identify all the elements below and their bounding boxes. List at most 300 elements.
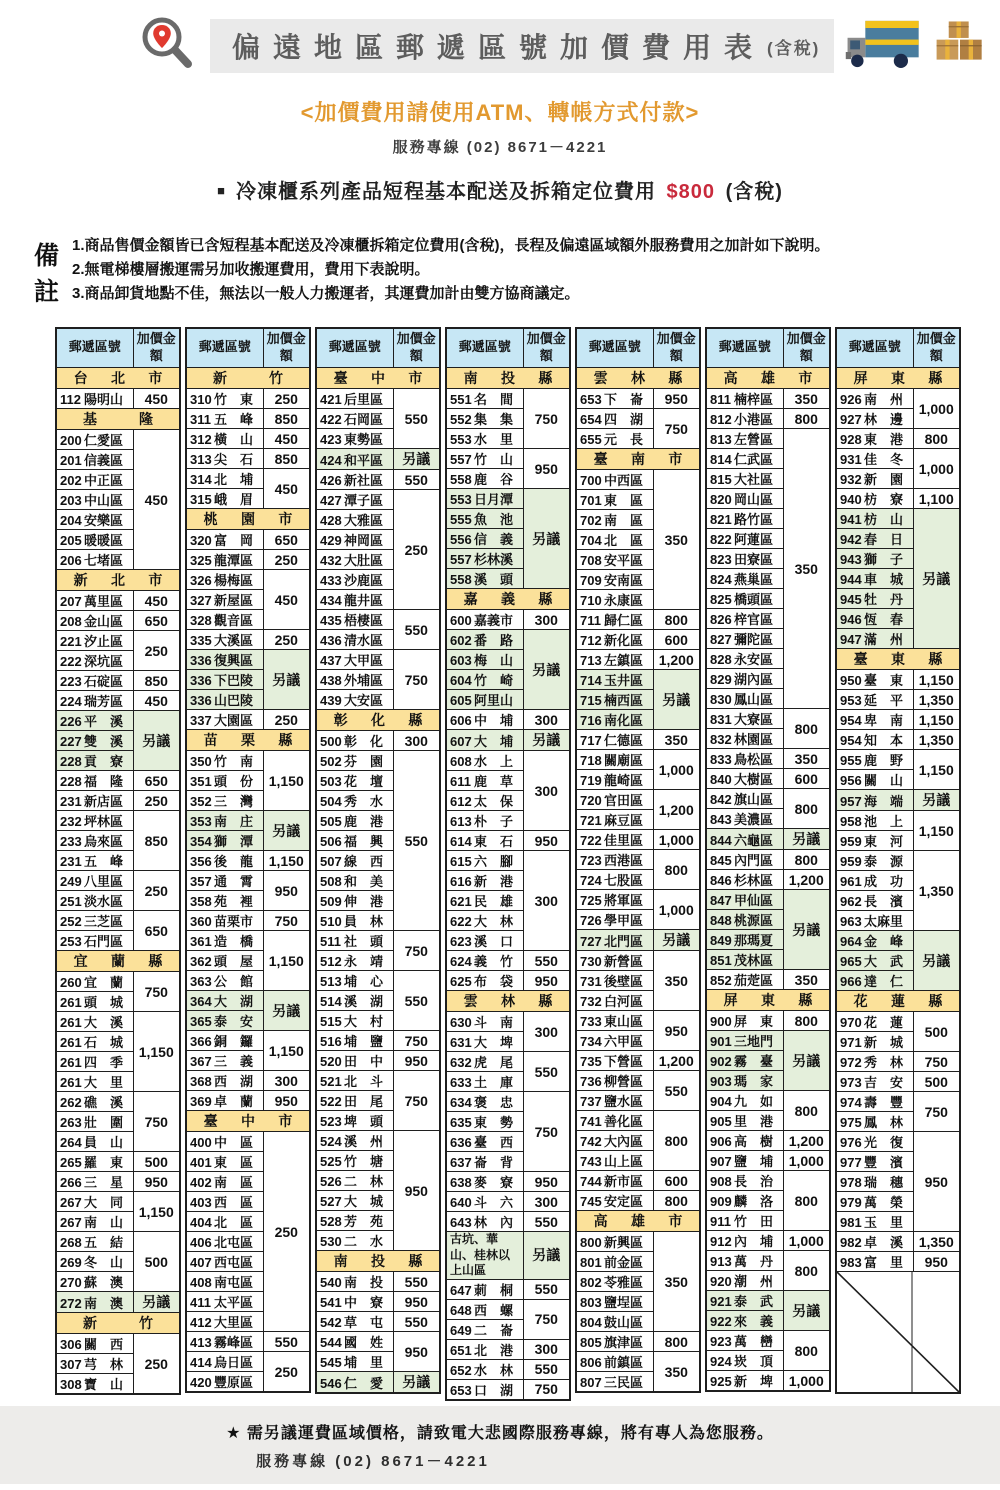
fee-cell: 650 [133,611,180,631]
table-row [576,409,700,429]
postal-code: 352 [190,794,212,809]
district-name: 吉 安 [864,1075,904,1090]
district-cell [186,469,263,489]
district-name: 里 港 [734,1114,774,1129]
postal-code: 634 [450,1095,472,1110]
fee-cell: 另議 [653,670,700,730]
section-row [836,368,960,389]
district-cell [576,1171,653,1191]
district-name: 深坑區 [84,654,124,669]
postal-code: 977 [840,1155,862,1170]
page-title [210,19,834,73]
fee-cell: 750 [393,1031,440,1051]
district-cell [316,570,393,590]
district-name: 鹽水區 [604,1094,644,1109]
district-cell [836,1072,913,1092]
district-cell [706,389,783,409]
fee-amount-header: 加價金額 [393,328,440,368]
postal-code: 704 [580,533,602,548]
district-name: 富 里 [864,1255,904,1270]
fee-cell: 600 [783,769,830,789]
postal-code: 805 [580,1335,602,1350]
district-cell [56,1354,133,1374]
postal-code: 505 [320,814,342,829]
district-name: 四 湖 [604,412,644,427]
table-row [186,751,310,771]
table-row [56,1292,180,1313]
district-cell [836,710,913,730]
district-cell [446,449,523,469]
fee-cell: 1,150 [263,851,310,871]
district-cell [576,650,653,670]
district-cell [446,911,523,931]
table-row [186,389,310,409]
district-name: 東山區 [604,1014,644,1029]
table-row [706,1231,830,1251]
district-name: 山巴陵 [214,693,254,708]
district-name: 臺 西 [474,1135,514,1150]
section-label: 新 北 市 [56,570,180,591]
district-cell [706,1311,783,1331]
fee-cell: 1,200 [653,1051,700,1071]
district-cell [836,811,913,831]
district-name: 埔 鹽 [344,1034,384,1049]
district-cell [706,709,783,729]
district-cell [446,489,523,509]
district-cell [56,1272,133,1292]
district-cell [56,1334,133,1354]
empty-row [836,1272,960,1394]
postal-code: 807 [580,1375,602,1390]
fee-cell: 450 [133,430,180,570]
district-name: 關廟區 [604,753,644,768]
district-name: 竹 南 [214,754,254,769]
postal-code: 824 [710,572,732,587]
postal-code: 112 [60,392,81,407]
district-name: 大里區 [214,1315,254,1330]
table-row [56,1334,180,1354]
postal-code: 435 [320,613,342,628]
postal-code: 959 [840,854,862,869]
district-name: 烏來區 [84,834,124,849]
fee-cell: 800 [783,789,830,829]
table-row [836,790,960,811]
district-cell [186,1011,263,1031]
district-cell [56,530,133,550]
table-row [186,851,310,871]
district-name: 大樹區 [734,772,774,787]
district-cell [836,569,913,589]
postal-code: 436 [320,633,342,648]
postal-code: 842 [710,792,732,807]
postal-code: 840 [710,772,732,787]
district-cell [836,429,913,449]
district-name: 泰 武 [734,1294,774,1309]
postal-code: 719 [580,773,602,788]
postal-code: 423 [320,432,342,447]
district-name: 番 路 [474,633,514,648]
postal-code: 821 [710,512,732,527]
postal-code: 407 [190,1255,212,1270]
postal-code: 648 [450,1302,472,1318]
table-row [446,851,570,871]
district-name: 寶 山 [84,1377,124,1392]
district-name: 茄萣區 [734,973,774,988]
section-label: 高 雄 市 [576,1211,700,1232]
district-name: 鼓山區 [604,1315,644,1330]
district-cell [706,789,783,809]
fee-cell: 950 [523,449,570,489]
postal-code: 801 [580,1255,602,1270]
postal-code: 513 [320,974,342,989]
postal-code: 717 [580,733,602,748]
district-name: 嘉義市 [474,613,514,628]
fee-cell: 950 [133,1172,180,1192]
district-name: 竹 東 [214,392,254,407]
district-cell [836,509,913,529]
district-cell [576,1332,653,1352]
fee-cell: 650 [133,911,180,951]
fee-cell: 1,100 [913,489,960,509]
district-name: 下營區 [604,1054,644,1069]
section-label: 高 雄 市 [706,368,830,389]
remark-item: 1.商品售價金額皆已含短程基本配送及冷凍櫃拆箱定位費用(含稅)，長程及偏遠區域額外服務費用之加計如下說明。 [72,237,830,254]
district-cell [446,1192,523,1212]
district-cell [836,449,913,469]
postal-code: 607 [450,733,472,749]
postal-code: 611 [450,774,471,789]
district-name: 三地門 [734,1034,774,1049]
district-cell [446,1152,523,1172]
district-name: 白河區 [604,994,644,1009]
district-name: 仁武區 [734,452,774,467]
table-row [836,389,960,409]
table-row [836,1052,960,1072]
district-name: 安南區 [604,573,644,588]
table-row [576,1171,700,1191]
postal-code: 434 [320,593,342,608]
fee-cell: 550 [393,610,440,650]
district-name: 莿 桐 [474,1282,514,1298]
fee-cell: 950 [653,389,700,409]
district-cell [576,690,653,710]
table-row [446,389,570,409]
district-cell [316,510,393,530]
postal-code: 741 [580,1114,602,1129]
postal-code: 272 [60,1295,82,1311]
postal-code: 422 [320,412,342,427]
table-row [576,1111,700,1131]
district-name: 大 同 [84,1195,124,1210]
district-name: 春 日 [864,532,904,547]
fee-cell: 500 [913,1012,960,1052]
district-cell [836,750,913,770]
fee-cell: 300 [523,751,570,831]
district-name: 社 頭 [344,934,384,949]
postal-code: 829 [710,672,732,687]
district-cell [56,831,133,851]
table-row [186,931,310,951]
fee-cell: 550 [393,470,440,490]
postal-code: 606 [450,713,472,728]
district-cell [706,449,783,469]
remarks-list [72,234,830,311]
district-cell [186,449,263,469]
postal-code: 945 [840,592,862,607]
district-name: 清水區 [344,633,384,648]
table-row [576,630,700,650]
table-row [706,870,830,890]
district-name: 竹 田 [734,1214,774,1229]
district-cell [446,1132,523,1152]
district-name: 後 龍 [214,854,254,869]
district-cell [836,1132,913,1152]
district-cell [706,1231,783,1251]
postal-code: 268 [60,1235,82,1250]
postal-code: 616 [450,874,472,889]
district-cell [836,549,913,569]
postal-code: 403 [190,1195,212,1210]
postal-code: 913 [710,1254,732,1269]
postal-code: 551 [450,392,472,407]
fee-cell: 800 [913,429,960,449]
district-cell [576,991,653,1011]
district-name: 海 端 [864,793,904,809]
district-cell [186,791,263,811]
fee-cell: 350 [653,1352,700,1393]
fee-cell: 300 [393,731,440,751]
postal-code: 904 [710,1094,732,1109]
district-cell [186,570,263,590]
section-label: 花 蓮 縣 [836,991,960,1012]
fee-cell: 750 [393,1071,440,1131]
postal-code: 925 [710,1374,732,1389]
fee-amount-header: 加價金額 [913,328,960,368]
postal-code: 702 [580,513,602,528]
table-row [186,1352,310,1372]
fee-cell: 750 [263,911,310,931]
postal-code: 711 [580,613,601,628]
district-name: 暖暖區 [84,533,124,548]
district-name: 國 姓 [344,1335,384,1350]
district-cell [186,1332,263,1352]
district-cell [706,729,783,749]
table-row [316,490,440,510]
postal-code: 362 [190,954,212,969]
fee-cell: 500 [133,1232,180,1292]
postal-code: 556 [450,532,472,547]
district-cell [836,1052,913,1072]
district-name: 中山區 [84,493,124,508]
district-name: 崙 背 [474,1155,514,1170]
postal-code: 923 [710,1334,732,1349]
district-name: 大安區 [344,693,384,708]
district-cell [186,530,263,550]
district-name: 古坑、華山、桂林以上山區 [450,1232,511,1278]
postal-code: 974 [840,1095,862,1110]
district-cell [706,950,783,970]
district-name: 仁愛區 [84,433,124,448]
district-cell [446,610,523,630]
district-name: 壽 豐 [864,1095,904,1110]
district-name: 恆 春 [864,612,904,627]
district-cell [576,810,653,830]
fee-cell: 250 [393,490,440,610]
table-row [706,1171,830,1191]
district-name: 褒 忠 [474,1095,514,1110]
postal-code: 507 [320,854,342,869]
table-row [576,1232,700,1252]
fee-cell: 另議 [393,449,440,470]
district-name: 竹 塘 [344,1154,384,1169]
remarks-block [34,234,972,311]
section-row [56,1313,180,1334]
district-name: 淡水區 [84,894,124,909]
district-name: 龍崎區 [604,773,644,788]
postal-code: 851 [710,953,732,968]
postal-code: 848 [710,913,732,928]
district-name: 大內區 [604,1134,644,1149]
district-name: 林 邊 [864,412,904,427]
district-name: 西 湖 [214,1074,254,1089]
table-row [316,650,440,670]
district-cell [706,649,783,669]
district-name: 太 保 [474,794,514,809]
district-name: 尖 石 [214,452,254,467]
district-name: 阿蓮區 [734,532,774,547]
section-row [446,991,570,1012]
district-cell [186,389,263,409]
district-cell [186,1212,263,1232]
fee-amount-header: 加價金額 [133,328,180,368]
district-cell [706,669,783,689]
postal-code: 742 [580,1134,602,1149]
postal-code: 420 [190,1375,212,1390]
table-row [56,611,180,631]
district-name: 通 霄 [214,874,254,889]
postal-code: 943 [840,552,862,567]
postal-code: 903 [710,1074,732,1089]
district-cell [446,409,523,429]
postal-code: 927 [840,412,862,427]
postal-code: 310 [190,392,212,407]
district-name: 歸仁區 [604,613,644,628]
district-cell [56,691,133,711]
table-row [446,449,570,469]
district-name: 竹 崎 [474,673,514,688]
district-name: 新營區 [604,954,644,969]
fee-cell: 950 [393,1332,440,1372]
district-name: 楠梓區 [734,392,774,407]
fee-cell: 550 [523,1052,570,1092]
postal-code: 849 [710,933,732,948]
district-name: 泰 源 [864,854,904,869]
section-label: 基 隆 [56,409,180,430]
table-row [56,671,180,691]
postal-code: 546 [320,1375,342,1391]
postal-code: 832 [710,732,732,747]
district-name: 大 湖 [214,994,254,1009]
district-cell [836,951,913,971]
district-name: 崁 頂 [734,1354,774,1369]
fee-cell: 另議 [393,1372,440,1394]
fee-cell: 800 [783,1171,830,1231]
fee-cell: 950 [393,1051,440,1071]
table-row [836,1072,960,1092]
section-row [446,589,570,610]
district-name: 鳳 林 [864,1115,904,1130]
district-cell [706,1111,783,1131]
district-cell [446,951,523,971]
district-cell [56,711,133,731]
district-cell [56,811,133,831]
postal-code: 720 [580,793,602,808]
district-name: 虎 尾 [474,1055,514,1070]
postal-code: 363 [190,974,212,989]
district-name: 東 區 [214,1155,254,1170]
fee-cell: 450 [133,591,180,611]
postal-code: 231 [60,854,82,869]
postal-code: 953 [840,693,862,708]
postal-code: 354 [190,834,212,849]
district-cell [316,1111,393,1131]
table-row [446,1092,570,1112]
postal-code: 408 [190,1275,212,1290]
postal-code: 630 [450,1015,472,1030]
district-cell [186,951,263,971]
district-name: 新 園 [864,472,904,487]
district-cell [706,1071,783,1091]
fee-cell: 850 [133,671,180,691]
table-row [186,1132,310,1152]
district-name: 太平區 [214,1295,254,1310]
postal-code: 555 [450,512,472,527]
district-cell [576,1372,653,1393]
section-row [576,368,700,389]
district-cell [836,1032,913,1052]
district-name: 麟 洛 [734,1194,774,1209]
district-cell [316,429,393,449]
table-row [56,1152,180,1172]
postal-code: 905 [710,1114,732,1129]
fee-table-group-6 [705,327,831,1393]
postal-code: 542 [320,1315,342,1330]
fee-cell: 250 [263,1352,310,1393]
postal-code: 922 [710,1314,732,1329]
page-header [134,0,1000,80]
district-cell [56,671,133,691]
district-cell [316,1051,393,1071]
district-cell [56,1072,133,1092]
district-cell [446,1379,523,1400]
district-cell [836,891,913,911]
district-name: 佳里區 [604,833,644,848]
district-name: 獅 潭 [214,834,254,849]
fee-cell: 1,150 [913,710,960,730]
district-name: 萬 丹 [734,1254,774,1269]
postal-code: 621 [450,894,472,909]
postal-code: 528 [320,1214,342,1229]
district-cell [56,1374,133,1395]
district-cell [316,1071,393,1091]
postal-code: 222 [60,654,82,669]
postal-code: 603 [450,653,472,668]
fee-cell: 另議 [653,930,700,951]
district-name: 復興區 [214,653,254,668]
district-cell [576,910,653,930]
district-name: 仁德區 [604,733,644,748]
table-row [706,1031,830,1051]
